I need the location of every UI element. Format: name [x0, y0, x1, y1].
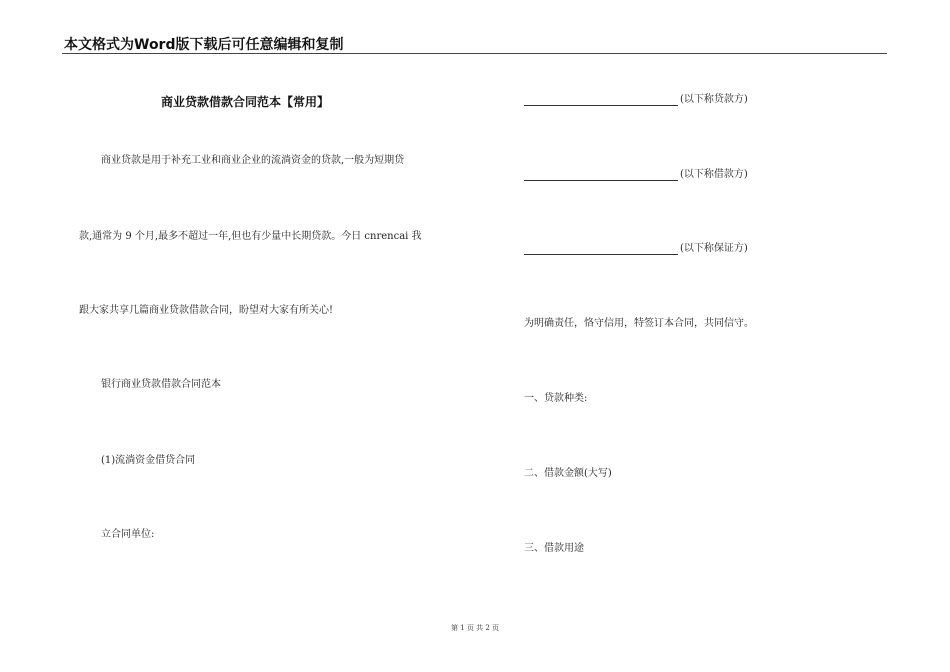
guarantor-label: (以下称保证方) — [680, 243, 748, 254]
contract-purpose-statement: 为明确责任，恪守信用，特签订本合同，共同信守。 — [524, 318, 754, 329]
clause-loan-use: 三、借款用途 — [524, 543, 584, 554]
header-banner: 本文格式为Word版下载后可任意编辑和复制 — [64, 37, 344, 53]
borrower-label: (以下称借款方) — [680, 169, 748, 180]
intro-paragraph-line-1: 商业贷款是用于补充工业和商业企业的流淌资金的贷款,一般为短期贷 — [101, 155, 405, 166]
document-title: 商业贷款借款合同范本【常用】 — [161, 95, 330, 109]
guarantor-blank-line — [524, 254, 678, 255]
contract-subtitle: (1)流淌资金借贷合同 — [101, 455, 196, 466]
intro-paragraph-line-3: 跟大家共享几篇商业贷款借款合同，盼望对大家有所关心! — [79, 305, 334, 316]
borrower-blank-line — [524, 180, 678, 181]
lender-blank-line — [524, 105, 678, 106]
header-divider — [62, 53, 887, 54]
clause-loan-type: 一、贷款种类: — [524, 393, 588, 404]
lender-label: (以下称贷款方) — [680, 94, 748, 105]
section-heading: 银行商业贷款借款合同范本 — [101, 379, 221, 390]
clause-loan-amount: 二、借款金额(大写) — [524, 468, 612, 479]
intro-paragraph-line-2: 款,通常为 9 个月,最多不超过一年,但也有少量中长期贷款。今日 cnrencai 我 — [79, 231, 422, 242]
contract-parties-label: 立合同单位: — [101, 529, 155, 540]
page-number: 第 1 页 共 2 页 — [450, 624, 500, 632]
